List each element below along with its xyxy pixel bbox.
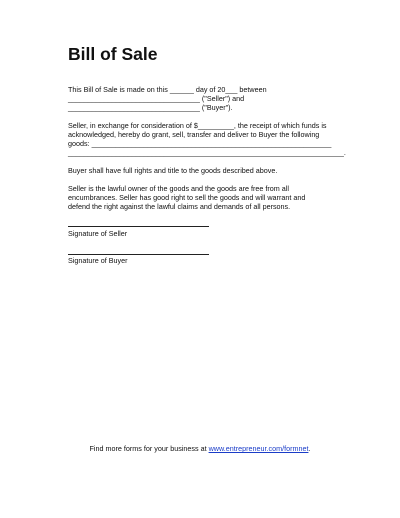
footer [0,444,400,453]
seller-signature-label: Signature of Seller [68,229,128,238]
document-title: Bill of Sale [68,44,158,64]
intro-line-3: _________________________________ ("Buyer"). [68,103,233,112]
warranty-line-2: encumbrances. Seller has good right to sell the goods and will warrant and [68,193,306,202]
warranty-line-3: defend the right against the lawful claims and demands of all persons. [68,202,291,211]
footer-text: Find more forms for your business at [89,444,207,453]
intro-line-1: This Bill of Sale is made on this ______ day of 20___ between [68,85,267,94]
footer-period: . [308,444,311,453]
intro-line-2: _________________________________ ("Seller") and [68,94,245,103]
consideration-line-2: acknowledged, hereby do grant, sell, transfer and deliver to Buyer the following [68,130,320,139]
buyer-signature-line [68,254,209,255]
consideration-line-4: _____________________________________________________________________. [68,148,346,157]
rights-line: Buyer shall have full rights and title to the goods described above. [68,166,278,175]
buyer-signature-label: Signature of Buyer [68,256,128,265]
warranty-line-1: Seller is the lawful owner of the goods and the goods are free from all [68,184,289,193]
seller-signature-line [68,226,209,227]
consideration-line-1: Seller, in exchange for consideration of $_________, the receipt of which funds is [68,121,327,130]
footer-link[interactable]: www.entrepreneur.com/formnet [208,444,309,453]
consideration-line-3: goods: ____________________________________________________________ [68,139,332,148]
